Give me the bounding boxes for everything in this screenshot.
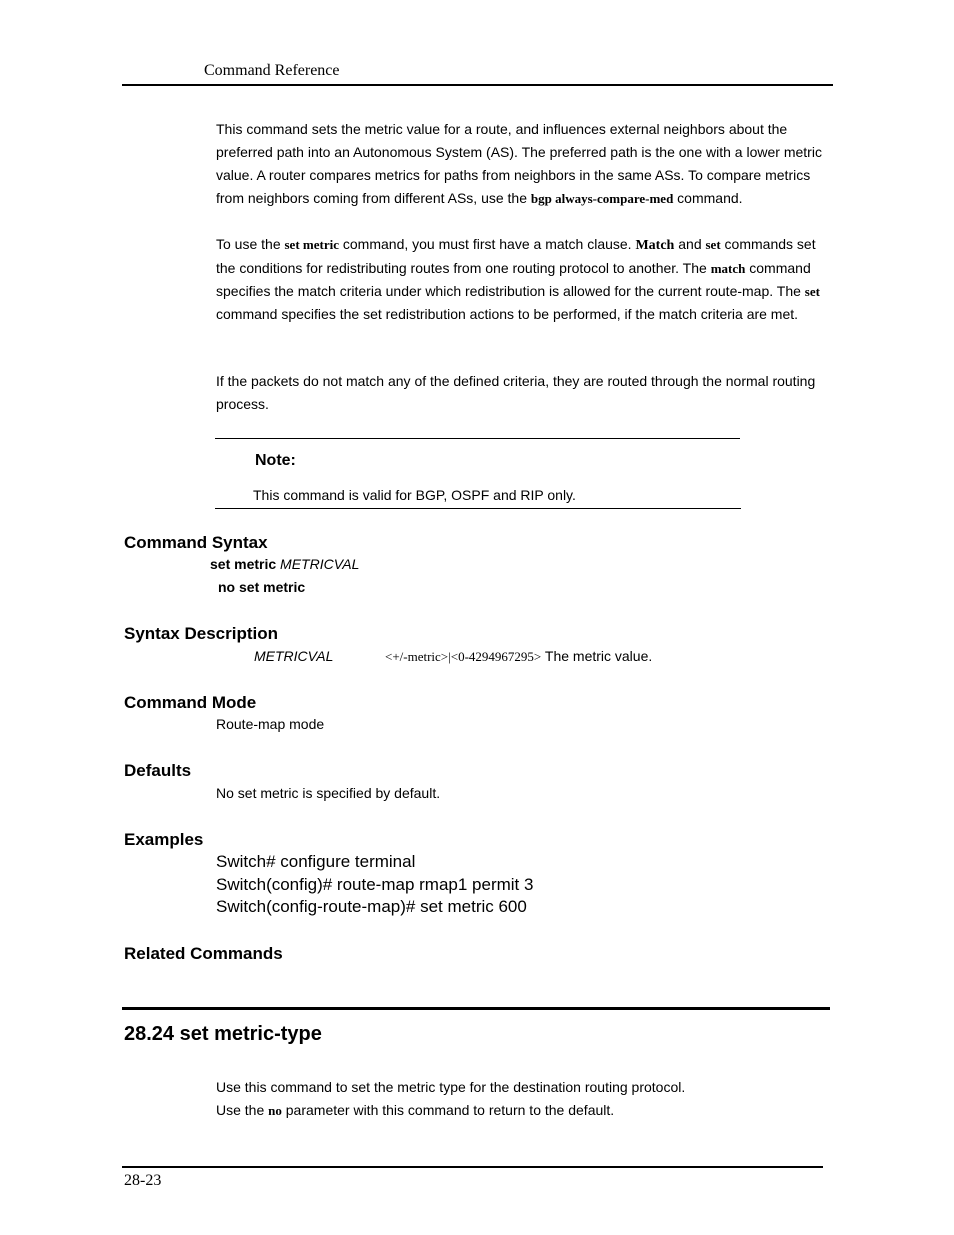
syntax-desc-value: [385, 648, 652, 665]
example-line: Switch# configure terminal: [216, 852, 416, 871]
defaults-heading: Defaults: [124, 761, 192, 780]
syntax-desc-range: <+/-metric>|<0-4294967295>: [385, 649, 542, 664]
section-text-1: Use this command to set the metric type for the destination routing protocol.: [216, 1079, 686, 1095]
intro-paragraph-2: [216, 233, 836, 326]
command-mode-text: Route-map mode: [216, 716, 325, 732]
section-text-2b: parameter with this command to return to the default.: [281, 1102, 615, 1118]
examples-code-block: [216, 851, 533, 919]
syntax-parameter: METRICVAL: [280, 556, 360, 572]
command-mode-heading: Command Mode: [124, 693, 257, 712]
syntax-description-heading: Syntax Description: [124, 624, 278, 643]
note-top-rule: [215, 438, 740, 439]
section-title: 28.24 set metric-type: [124, 1023, 322, 1045]
running-header: Command Reference: [204, 62, 340, 79]
p2-text-4: commands set the conditions for redistributing routes from one routing protocol to another. The: [216, 236, 816, 276]
examples-heading: Examples: [124, 830, 204, 849]
defaults-text: No set metric is specified by default.: [216, 785, 441, 801]
p2-keyword-set-metric: set metric: [284, 237, 339, 252]
intro-paragraph-3: If the packets do not match any of the defined criteria, they are routed through the normal routing process.: [216, 373, 816, 412]
p2-text-1: To use the: [216, 236, 285, 252]
section-keyword-no: no: [268, 1103, 282, 1118]
note-bottom-rule: [215, 508, 741, 509]
related-commands-heading: Related Commands: [124, 944, 283, 963]
footer-rule: [122, 1166, 823, 1168]
syntax-command: set metric: [210, 556, 277, 572]
syntax-desc-text: The metric value.: [541, 648, 653, 664]
section-text-2a: Use the: [216, 1102, 269, 1118]
p1-text-start: This command sets the metric value for a route, and influences external neighbors about the preferred path into an Autonomous System (AS). The preferred path is the one with a lower metric value. A router compares metrics for paths from neighbors in the same ASs. To compare metrics from neighbors coming from different ASs, use the: [216, 121, 822, 206]
section-text-2: [216, 1102, 614, 1119]
p2-text-3: and: [674, 236, 706, 252]
header-rule: [122, 84, 833, 86]
note-label: Note:: [255, 452, 296, 469]
p2-keyword-match-2: match: [710, 261, 746, 276]
syntax-desc-parameter: METRICVAL: [254, 648, 334, 664]
page-number: 28-23: [124, 1172, 162, 1189]
p2-keyword-set-2: set: [804, 284, 820, 299]
note-text: This command is valid for BGP, OSPF and RIP only.: [253, 487, 576, 503]
p2-text-5: command specifies the match criteria under which redistribution is allowed for the current route-map. The: [216, 260, 811, 299]
p1-text-end: command.: [673, 190, 743, 206]
p2-keyword-set: set: [705, 237, 721, 252]
p2-keyword-match: Match: [635, 238, 675, 253]
syntax-line-1: [210, 556, 359, 572]
syntax-line-2: no set metric: [218, 579, 306, 595]
command-syntax-heading: Command Syntax: [124, 533, 268, 552]
example-line: Switch(config-route-map)# set metric 600: [216, 897, 527, 916]
example-line: Switch(config)# route-map rmap1 permit 3: [216, 874, 534, 894]
p2-text-2: command, you must first have a match clause.: [339, 236, 636, 252]
section-rule: [122, 1007, 830, 1010]
p2-text-6: command specifies the set redistribution actions to be performed, if the match criteria are met.: [216, 306, 799, 322]
intro-paragraph-1: [216, 118, 836, 210]
p1-command-keyword: bgp always-compare-med: [530, 191, 674, 206]
